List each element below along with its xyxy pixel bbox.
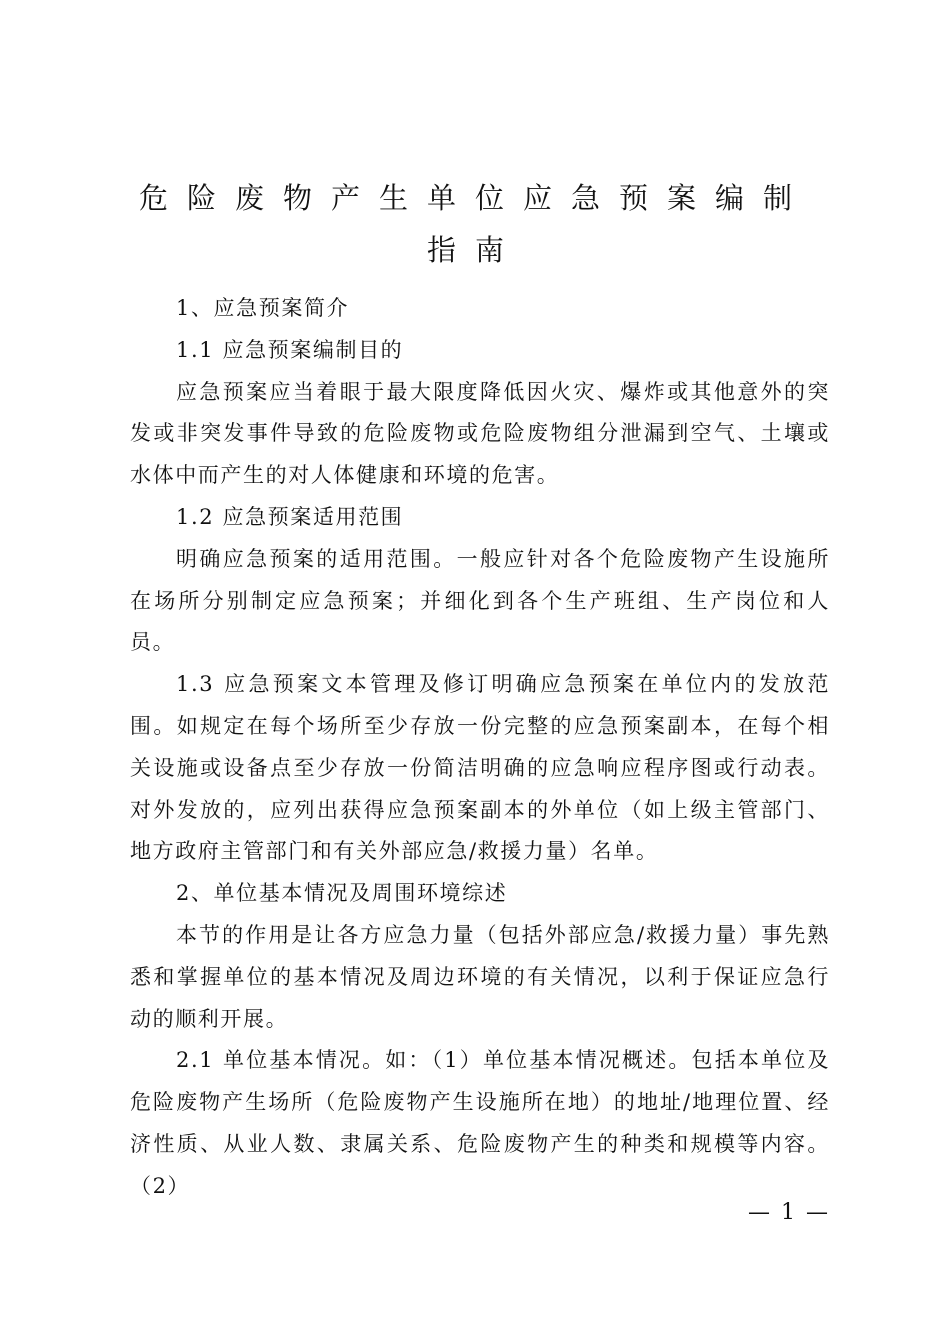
title-line-1: 危险废物产生单位应急预案编制 bbox=[138, 181, 811, 215]
paragraph-scope: 明确应急预案的适用范围。一般应针对各个危险废物产生设施所在场所分别制定应急预案；并细化到各个生产班组、生产岗位和人员。 bbox=[130, 546, 830, 655]
paragraph-section-role: 本节的作用是让各方应急力量（包括外部应急/救援力量）事先熟悉和掌握单位的基本情况及周边环境的有关情况，以利于保证应急行动的顺利开展。 bbox=[130, 922, 830, 1031]
paragraph-purpose: 应急预案应当着眼于最大限度降低因火灾、爆炸或其他意外的突发或非突发事件导致的危险废物或危险废物组分泄漏到空气、土壤或水体中而产生的对人体健康和环境的危害。 bbox=[130, 379, 830, 488]
section-heading-2: 2、单位基本情况及周围环境综述 bbox=[176, 881, 508, 906]
paragraph-basic-info: 2.1 单位基本情况。如：（1）单位基本情况概述。包括本单位及危险废物产生场所（危险废物产生设施所在地）的地址/地理位置、经济性质、从业人数、隶属关系、危险废物产生的种类和规模等内容。（2） bbox=[130, 1048, 830, 1198]
page-number: — 1 — bbox=[748, 1200, 830, 1225]
subsection-heading-1-2: 1.2 应急预案适用范围 bbox=[176, 504, 404, 529]
document-title bbox=[122, 172, 828, 276]
title-line-2: 指南 bbox=[426, 233, 523, 267]
document-body bbox=[130, 288, 830, 1208]
section-heading-1: 1、应急预案简介 bbox=[176, 296, 350, 320]
subsection-heading-1-1: 1.1 应急预案编制目的 bbox=[176, 337, 404, 362]
paragraph-text-management: 1.3 应急预案文本管理及修订明确应急预案在单位内的发放范围。如规定在每个场所至少存放一份完整的应急预案副本，在每个相关设施或设备点至少存放一份简洁明确的应急响应程序图或行动表。对外发放的，应列出获得应急预案副本的外单位（如上级主管部门、地方政府主管部门和有关外部应急/救援力量）名单。 bbox=[130, 672, 830, 864]
